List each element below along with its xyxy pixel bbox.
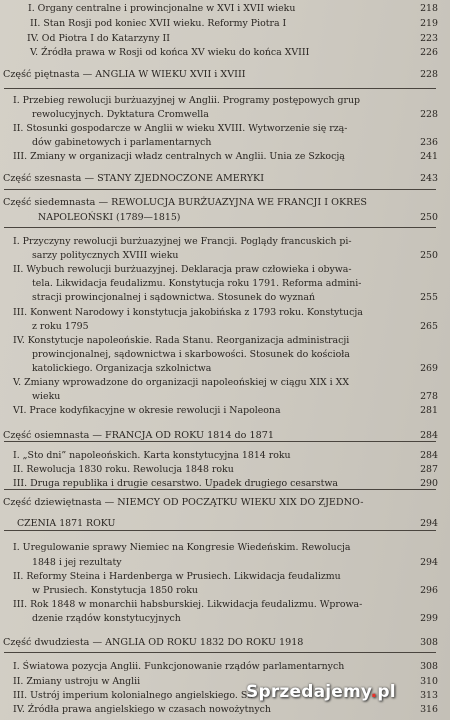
entry-title: NAPOLEOŃSKI (1789—1815) (38, 212, 181, 223)
toc-entry-continuation (0, 348, 450, 362)
entry-title: I. Uregulowanie sprawy Niemiec na Kongresie Wiedeńskim. Rewolucja (13, 542, 351, 553)
divider (4, 189, 436, 190)
page-number: 223 (420, 33, 438, 44)
watermark-logo: Sprzedajemy.pl (246, 682, 396, 702)
entry-title: Część dziewiętnasta — NIEMCY OD POCZĄTKU WIEKU XIX DO ZJEDNO- (3, 497, 364, 508)
entry-title: rewolucyjnych. Dyktatura Cromwella (32, 109, 209, 120)
entry-title: IV. Od Piotra I do Katarzyny II (27, 33, 170, 44)
toc-entry (0, 660, 450, 674)
toc-entry-continuation (0, 277, 450, 291)
toc-entry (0, 94, 450, 108)
toc-entry-continuation (0, 291, 450, 305)
entry-title: stracji prowincjonalnej i sądownictwa. Stosunek do wyznań (32, 292, 316, 303)
toc-entry (0, 404, 450, 418)
entry-title: IV. Konstytucje napoleońskie. Rada Stanu. Reorganizacja administracji (13, 335, 350, 346)
toc-entry-continuation (0, 584, 450, 598)
page-number: 236 (420, 137, 438, 148)
page-number: 226 (420, 47, 438, 58)
toc-entry (0, 263, 450, 277)
entry-title: V. Zmiany wprowadzone do organizacji napoleońskiej w ciągu XIX i XX (13, 377, 350, 388)
page-number: 294 (420, 518, 438, 529)
entry-title: V. Źródła prawa w Rosji od końca XV wieku do końca XVIII (30, 47, 310, 58)
toc-entry-continuation (0, 108, 450, 122)
entry-title: katolickiego. Organizacja szkolnictwa (32, 363, 212, 374)
toc-entry (0, 570, 450, 584)
toc-entry-continuation (0, 320, 450, 334)
page-number: 218 (420, 3, 438, 14)
entry-title: 1848 i jej rezultaty (32, 557, 122, 568)
entry-title: Część siedemnasta — REWOLUCJA BURŻUAZYJNA WE FRANCJI I OKRES (3, 197, 367, 208)
toc-entry (0, 122, 450, 136)
entry-title: wieku (32, 391, 61, 402)
entry-title: I. Światowa pozycja Anglii. Funkcjonowanie rządów parlamentarnych (13, 661, 345, 672)
page-number: 316 (420, 704, 438, 715)
section-heading (0, 429, 450, 443)
section-heading (0, 172, 450, 186)
page-number: 243 (420, 173, 438, 184)
page-number: 284 (420, 450, 438, 461)
page-number: 299 (420, 613, 438, 624)
page-number: 250 (420, 212, 438, 223)
toc-entry (0, 376, 450, 390)
toc-entry (0, 46, 450, 60)
toc-entry (0, 477, 450, 491)
entry-title: sarzy politycznych XVIII wieku (32, 250, 179, 261)
page-number: 296 (420, 585, 438, 596)
divider (4, 88, 436, 89)
page-number: 265 (420, 321, 438, 332)
toc-entry-continuation (0, 517, 450, 531)
toc-entry-continuation (0, 612, 450, 626)
page-number: 228 (420, 109, 438, 120)
page-number: 250 (420, 250, 438, 261)
entry-title: Część piętnasta — ANGLIA W WIEKU XVII i XVIII (3, 69, 246, 80)
entry-title: II. Wybuch rewolucji burżuazyjnej. Deklaracja praw człowieka i obywa- (13, 264, 352, 275)
entry-title: CZENIA 1871 ROKU (17, 518, 116, 529)
page-number: 255 (420, 292, 438, 303)
entry-title: Część osiemnasta — FRANCJA OD ROKU 1814 do 1871 (3, 430, 274, 441)
section-heading (0, 196, 450, 210)
toc-entry (0, 334, 450, 348)
toc-entry (0, 150, 450, 164)
toc-entry-continuation (0, 211, 450, 225)
entry-title: III. Konwent Narodowy i konstytucja jakobińska z 1793 roku. Konstytucja (13, 307, 363, 318)
entry-title: III. Zmiany w organizacji władz centralnych w Anglii. Unia ze Szkocją (13, 151, 345, 162)
toc-entry (0, 598, 450, 612)
page-number: 278 (420, 391, 438, 402)
toc-entry (0, 449, 450, 463)
entry-title: Część szesnasta — STANY ZJEDNOCZONE AMERYKI (3, 173, 264, 184)
entry-title: III. Druga republika i drugie cesarstwo. Upadek drugiego cesarstwa (13, 478, 339, 489)
toc-entry-continuation (0, 556, 450, 570)
entry-title: II. Reformy Steina i Hardenberga w Prusiech. Likwidacja feudalizmu (13, 571, 341, 582)
page-number: 310 (420, 676, 438, 687)
entry-title: II. Zmiany ustroju w Anglii (13, 676, 141, 687)
page-number: 269 (420, 363, 438, 374)
toc-entry (0, 2, 450, 16)
page-number: 241 (420, 151, 438, 162)
page-number: 290 (420, 478, 438, 489)
entry-title: dzenie rządów konstytucyjnych (32, 613, 181, 624)
page-number: 219 (420, 18, 438, 29)
toc-entry-continuation (0, 249, 450, 263)
entry-title: z roku 1795 (32, 321, 89, 332)
toc-entry (0, 17, 450, 31)
toc-entry (0, 235, 450, 249)
toc-entry (0, 541, 450, 555)
page-number: 308 (420, 637, 438, 648)
entry-title: VI. Prace kodyfikacyjne w okresie rewolucji i Napoleona (13, 405, 281, 416)
divider (4, 227, 436, 228)
toc-entry (0, 306, 450, 320)
section-heading (0, 636, 450, 650)
entry-title: IV. Źródła prawa angielskiego w czasach nowożytnych (13, 704, 271, 715)
toc-entry (0, 703, 450, 717)
toc-entry-continuation (0, 362, 450, 376)
toc-entry (0, 463, 450, 477)
toc-entry-continuation (0, 390, 450, 404)
page-number: 313 (420, 690, 438, 701)
entry-title: I. Przebieg rewolucji burżuazyjnej w Anglii. Programy postępowych grup (13, 95, 361, 106)
page-number: 294 (420, 557, 438, 568)
entry-title: Część dwudziesta — ANGLIA OD ROKU 1832 DO ROKU 1918 (3, 637, 304, 648)
entry-title: II. Rewolucja 1830 roku. Rewolucja 1848 roku (13, 464, 234, 475)
toc-entry (0, 32, 450, 46)
divider (4, 652, 436, 653)
page-number: 281 (420, 405, 438, 416)
entry-title: III. Rok 1848 w monarchii habsburskiej. Likwidacja feudalizmu. Wprowa- (13, 599, 363, 610)
entry-title: tela. Likwidacja feudalizmu. Konstytucja roku 1791. Reforma admini- (32, 278, 362, 289)
entry-title: I. „Sto dni” napoleońskich. Karta konstytucyjna 1814 roku (13, 450, 291, 461)
entry-title: prowincjonalnej, sądownictwa i skarbowości. Stosunek do kościoła (32, 349, 350, 360)
entry-title: I. Organy centralne i prowincjonalne w XVI i XVII wieku (28, 3, 296, 14)
entry-title: w Prusiech. Konstytucja 1850 roku (32, 585, 198, 596)
entry-title: dów gabinetowych i parlamentarnych (32, 137, 212, 148)
section-heading (0, 496, 450, 510)
section-heading (0, 68, 450, 82)
entry-title: I. Przyczyny rewolucji burżuazyjnej we Francji. Poglądy francuskich pi- (13, 236, 352, 247)
page-number: 287 (420, 464, 438, 475)
page-number: 228 (420, 69, 438, 80)
entry-title: II. Stan Rosji pod koniec XVII wieku. Reformy Piotra I (30, 18, 287, 29)
page-number: 308 (420, 661, 438, 672)
page-number: 284 (420, 430, 438, 441)
entry-title: III. Ustrój imperium kolonialnego angielskiego. Sa (13, 690, 253, 701)
toc-entry-continuation (0, 136, 450, 150)
entry-title: II. Stosunki gospodarcze w Anglii w wieku XVIII. Wytworzenie się rzą- (13, 123, 348, 134)
